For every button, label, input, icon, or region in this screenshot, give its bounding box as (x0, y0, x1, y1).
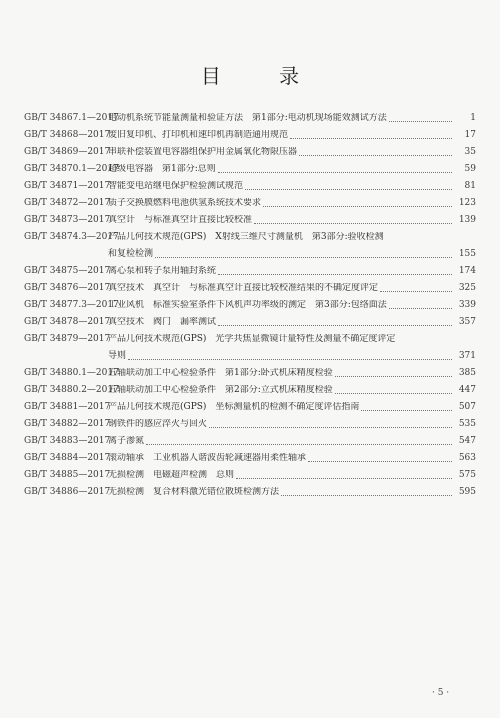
standard-code: GB/T 34872—2017 (24, 198, 111, 208)
toc-entry (24, 147, 476, 158)
page-ref: 339 (458, 300, 476, 310)
entry-title: 滚动轴承 工业机器人谐波齿轮减速器用柔性轴承 (108, 453, 307, 463)
toc-entry (24, 181, 476, 192)
standard-code: GB/T 34885—2017 (24, 470, 111, 480)
leader-dots (218, 325, 452, 326)
standard-code: GB/T 34871—2017 (24, 181, 111, 191)
standard-code: GB/T 34880.2—2017 (24, 385, 119, 395)
page-number: · 5 · (432, 688, 450, 698)
toc-entry (24, 283, 476, 294)
entry-title: 离心泵和转子泵用轴封系统 (108, 266, 217, 276)
standard-code: GB/T 34886—2017 (24, 487, 111, 497)
toc-entry (24, 402, 476, 413)
entry-title: 离子渗氮 (108, 436, 145, 446)
leader-dots (128, 359, 452, 360)
standard-code: GB/T 34879—2017 (24, 334, 111, 344)
entry-title: 产品几何技术规范(GPS) 坐标测量机的检测不确定度评估指南 (108, 402, 360, 412)
toc-entry (24, 385, 476, 396)
leader-dots (308, 461, 452, 462)
leader-dots (290, 138, 452, 139)
toc-entry (24, 300, 476, 311)
toc-entry (24, 453, 476, 464)
page-ref: 17 (464, 130, 476, 140)
entry-title: 工业风机 标准实验室条件下风机声功率级的测定 第3部分:包络面法 (108, 300, 387, 310)
page-ref: 81 (464, 181, 476, 191)
page-ref: 385 (458, 368, 476, 378)
standard-code: GB/T 34874.3—2017 (24, 232, 119, 242)
toc-entry (24, 232, 476, 260)
standard-code: GB/T 34867.1—2017 (24, 113, 119, 123)
leader-dots (155, 257, 452, 258)
standard-code: GB/T 34870.1—2017 (24, 164, 119, 174)
page-ref: 59 (464, 164, 476, 174)
leader-dots (245, 189, 452, 190)
leader-dots (254, 223, 452, 224)
table-of-contents (24, 113, 476, 504)
toc-entry (24, 266, 476, 277)
page-ref: 155 (458, 249, 476, 259)
entry-title: 产品几何技术规范(GPS) X射线三维尺寸测量机 第3部分:验收检测 (108, 232, 384, 242)
entry-title: 无损检测 复合材料激光错位散斑检测方法 (108, 487, 280, 497)
page-ref: 139 (458, 215, 476, 225)
entry-title: 五轴联动加工中心检验条件 第2部分:立式机床精度检验 (108, 385, 333, 395)
entry-title: 真空技术 真空计 与标准真空计直接比较校准结果的不确定度评定 (108, 283, 379, 293)
standard-code: GB/T 34873—2017 (24, 215, 111, 225)
entry-title-continued: 和复检检测 (108, 249, 154, 259)
standard-code: GB/T 34876—2017 (24, 283, 111, 293)
leader-dots (389, 121, 452, 122)
standard-code: GB/T 34880.1—2017 (24, 368, 119, 378)
entry-title: 电动机系统节能量测量和验证方法 第1部分:电动机现场能效测试方法 (108, 113, 387, 123)
toc-entry (24, 419, 476, 430)
toc-entry (24, 130, 476, 141)
standard-code: GB/T 34877.3—2017 (24, 300, 119, 310)
leader-dots (335, 376, 452, 377)
entry-title: 质子交换膜燃料电池供氢系统技术要求 (108, 198, 262, 208)
leader-dots (389, 308, 452, 309)
entry-title: 真空技术 阀门 漏率测试 (108, 317, 217, 327)
entry-title: 超级电容器 第1部分:总则 (108, 164, 216, 174)
leader-dots (209, 427, 452, 428)
toc-entry (24, 215, 476, 226)
toc-entry (24, 198, 476, 209)
leader-dots (146, 444, 452, 445)
page-ref: 547 (458, 436, 476, 446)
page-ref: 1 (470, 113, 476, 123)
leader-dots (281, 495, 452, 496)
standard-code: GB/T 34882—2017 (24, 419, 111, 429)
toc-entry (24, 113, 476, 124)
leader-dots (361, 410, 452, 411)
entry-title-continued: 导则 (108, 351, 127, 361)
toc-entry (24, 470, 476, 481)
page-ref: 123 (458, 198, 476, 208)
page-ref: 447 (458, 385, 476, 395)
page-ref: 595 (458, 487, 476, 497)
standard-code: GB/T 34878—2017 (24, 317, 111, 327)
page-ref: 575 (458, 470, 476, 480)
page-ref: 535 (458, 419, 476, 429)
standard-code: GB/T 34869—2017 (24, 147, 111, 157)
page-ref: 174 (458, 266, 476, 276)
leader-dots (263, 206, 452, 207)
leader-dots (218, 172, 452, 173)
standard-code: GB/T 34881—2017 (24, 402, 111, 412)
entry-title: 产品几何技术规范(GPS) 光学共焦显微镜计量特性及测量不确定度评定 (108, 334, 396, 344)
leader-dots (218, 274, 452, 275)
entry-title: 五轴联动加工中心检验条件 第1部分:卧式机床精度检验 (108, 368, 333, 378)
entry-title: 串联补偿装置电容器组保护用金属氧化物限压器 (108, 147, 298, 157)
entry-title: 真空计 与标准真空计直接比较校准 (108, 215, 253, 225)
page-ref: 507 (458, 402, 476, 412)
page-title: 目 录 (200, 64, 326, 88)
standard-code: GB/T 34884—2017 (24, 453, 111, 463)
page-ref: 325 (458, 283, 476, 293)
standard-code: GB/T 34868—2017 (24, 130, 111, 140)
entry-title: 钢铁件的感应淬火与回火 (108, 419, 208, 429)
leader-dots (299, 155, 452, 156)
toc-entry (24, 436, 476, 447)
page-ref: 563 (458, 453, 476, 463)
toc-entry (24, 334, 476, 362)
standard-code: GB/T 34875—2017 (24, 266, 111, 276)
standard-code: GB/T 34883—2017 (24, 436, 111, 446)
toc-entry (24, 164, 476, 175)
page-ref: 371 (458, 351, 476, 361)
entry-title: 智能变电站继电保护检验测试规范 (108, 181, 244, 191)
page-ref: 357 (458, 317, 476, 327)
leader-dots (380, 291, 452, 292)
toc-entry (24, 487, 476, 498)
toc-entry (24, 317, 476, 328)
leader-dots (335, 393, 452, 394)
entry-title: 废旧复印机、打印机和速印机再制造通用规范 (108, 130, 289, 140)
entry-title: 无损检测 电磁超声检测 总则 (108, 470, 235, 480)
toc-entry (24, 368, 476, 379)
leader-dots (236, 478, 452, 479)
page-ref: 35 (464, 147, 476, 157)
